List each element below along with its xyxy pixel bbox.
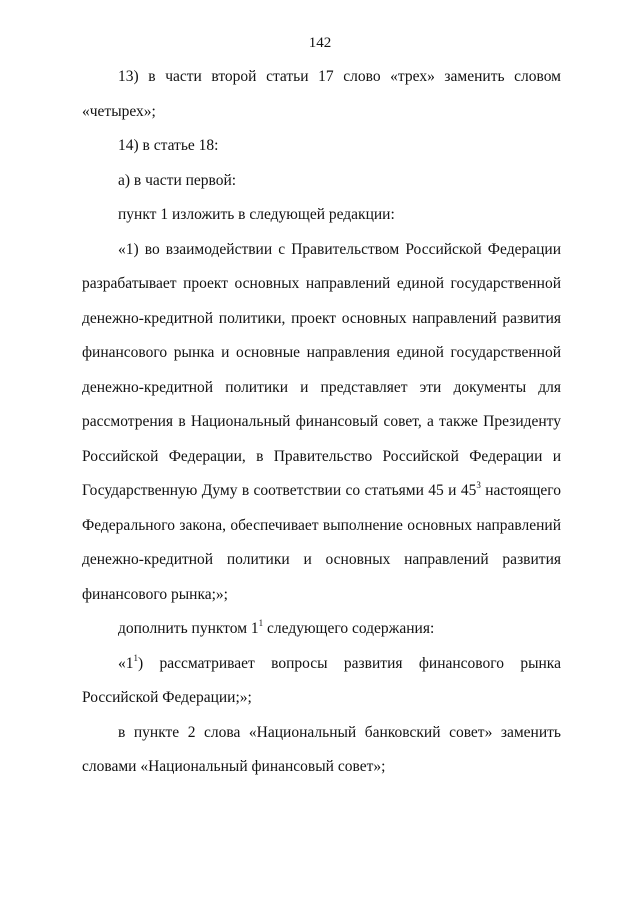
paragraph-item-14 (82, 129, 561, 164)
paragraph-point-1-1-text (82, 647, 561, 716)
paragraph-point-2-amendment (82, 716, 561, 785)
paragraph-text-continued: ) рассматривает вопросы развития финансового рынка Российской Федерации;»; (82, 654, 561, 706)
paragraph-subitem-a (82, 164, 561, 199)
paragraph-text: «1 (118, 654, 134, 672)
paragraph-point-1-intro (82, 198, 561, 233)
paragraph-text-continued: следующего содержания: (263, 620, 435, 637)
paragraph-add-point-intro (82, 612, 561, 647)
paragraph-text: 14) в статье 18: (118, 137, 219, 154)
paragraph-text-continued: настоящего Федерального закона, обеспечивает выполнение основных направлений денежно-кредитной политики и основных направлений развития финансового рынка;»; (82, 482, 562, 603)
page-number: 142 (308, 35, 332, 51)
paragraph-text: дополнить пунктом 1 (118, 620, 259, 637)
superscript: 1 (133, 652, 138, 663)
superscript: 3 (476, 480, 481, 490)
paragraph-text: «1) во взаимодействии с Правительством Российской Федерации разрабатывает проект основных направлений единой государственной денежно-кредитной политики, проект основных направлений развития финансового рынка и основные направления единой государственной денежно-кредитной политики и представляет эти документы для рассмотрения в Национальный финансовый совет, а также Президенту Российской Федерации, в Правительство Российской Федерации и Государственную Думу в соответствии со статьями 45 и 45 (82, 240, 561, 499)
paragraph-text: в пункте 2 слова «Национальный банковский совет» заменить словами «Национальный финансовый совет»; (82, 723, 561, 775)
paragraph-text: пункт 1 изложить в следующей редакции: (118, 206, 395, 223)
paragraph-text: а) в части первой: (118, 171, 237, 189)
superscript: 1 (258, 618, 264, 628)
paragraph-item-13 (82, 60, 561, 129)
document-body (82, 60, 561, 785)
paragraph-point-1-text (82, 233, 561, 613)
paragraph-text: 13) в части второй статьи 17 слово «трех» заменить словом «четырех»; (82, 68, 561, 120)
